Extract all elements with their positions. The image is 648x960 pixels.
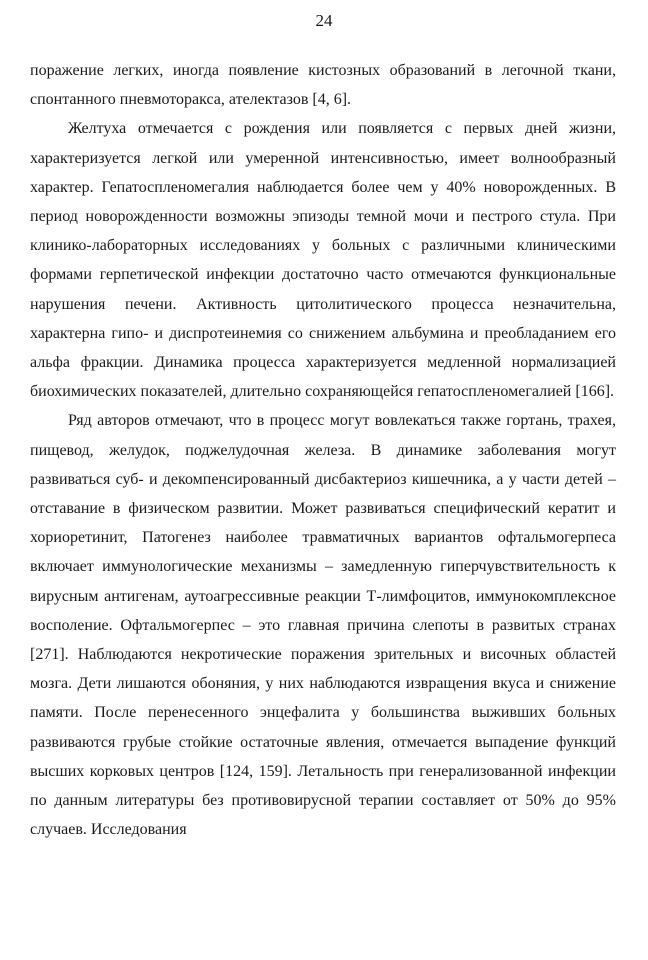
- body-text: [30, 56, 616, 844]
- paragraph-lung-damage: поражение легких, иногда появление кистозных образований в легочной ткани, спонтанного пневмоторакса, ателектазов [4, 6].: [30, 62, 616, 109]
- paragraph-complications: Ряд авторов отмечают, что в процесс могут вовлекаться также гортань, трахея, пищевод, желудок, поджелудочная железа. В динамике заболевания могут развиваться суб- и декомпенсированный дисбактериоз кишечника, а у части детей – отставание в физическом развитии. Может развиваться специфический кератит и хориоретинит, Патогенез наиболее травматичных вариантов офтальмогерпеса включает иммунологические механизмы – замедленную гиперчувствительность к вирусным антигенам, аутоагрессивные реакции Т-лимфоцитов, иммунокомплексное восполение. Офтальмогерпес – это главная причина слепоты в развитых странах [271]. Наблюдаются некротические поражения зрительных и височных областей мозга. Дети лишаются обоняния, у них наблюдаются извращения вкуса и снижение памяти. После перенесенного энцефалита у большинства выживших больных развиваются грубые стойкие остаточные явления, отмечается выпадение функций высших корковых центров [124, 159]. Летальность при генерализованной инфекции по данным литературы без противовирусной терапии составляет от 50% до 95% случаев. Исследования: [30, 412, 616, 839]
- page-number: 24: [315, 11, 333, 30]
- paragraph-jaundice: Желтуха отмечается с рождения или появляется с первых дней жизни, характеризуется легкой или умеренной интенсивностью, имеет волнообразный характер. Гепатоспленомегалия наблюдается более чем у 40% новорожденных. В период новорожденности возможны эпизоды темной мочи и пестрого стула. При клинико-лабораторных исследованиях у больных с различными клиническими формами герпетической инфекции достаточно часто отмечаются функциональные нарушения печени. Активность цитолитического процесса незначительна, характерна гипо- и диспротеинемия со снижением альбумина и преобладанием его альфа фракции. Динамика процесса характеризуется медленной нормализацией биохимических показателей, длительно сохраняющейся гепатоспленомегалией [166].: [30, 120, 616, 401]
